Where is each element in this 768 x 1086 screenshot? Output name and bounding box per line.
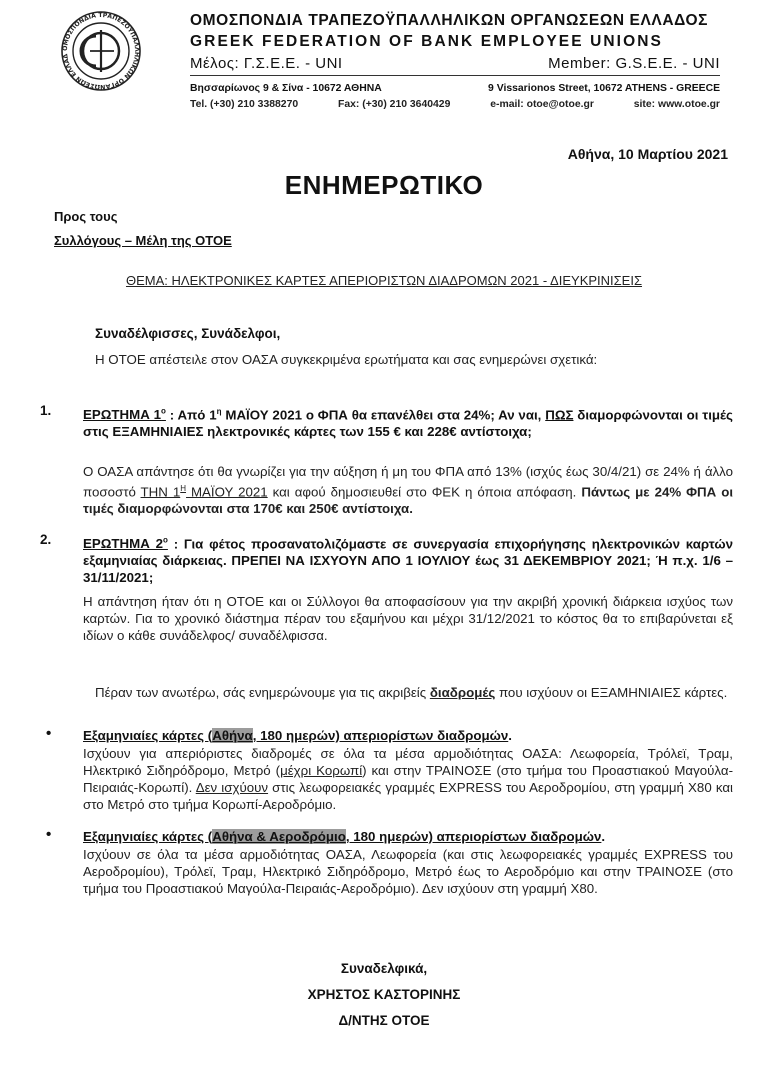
q1-question: ΕΡΩΤΗΜΑ $1^o$ : Από $1^\eta$ ΜΑΪΟΥ 2021 ο ΦΠΑ θα επανέλθει στα 24%; Αν ναι, ΠΩΣ διαμορφώνονται οι τιμές στις ΕΞΑΜΗΝΙΑΙΕΣ ηλεκτρονικές κάρτες των 155 € και 228€ αντίστοιχα; bbox=[83, 407, 733, 440]
membership-row bbox=[190, 55, 720, 72]
contact-row bbox=[190, 99, 720, 110]
document-date: Αθήνα, 10 Μαρτίου 2021 bbox=[567, 146, 728, 162]
subject-line: ΘΕΜΑ: ΗΛΕΚΤΡΟΝΙΚΕΣ ΚΑΡΤΕΣ ΑΠΕΡΙΟΡΙΣΤΩΝ ΔΙΑΔΡΟΜΩΝ 2021 - ΔΙΕΥΚΡΙΝΙΣΕΙΣ bbox=[125, 273, 643, 288]
greeting: Συναδέλφισσες, Συνάδελφοι, bbox=[95, 326, 281, 341]
org-name-english: GREEK FEDERATION OF BANK EMPLOYEE UNIONS bbox=[190, 33, 663, 50]
bullet-1-heading: Εξαμηνιαίες κάρτες (Αθήνα, 180 ημερών) απεριορίστων διαδρομών. bbox=[83, 728, 512, 743]
federation-logo bbox=[34, 10, 168, 92]
signatory-role: Δ/ΝΤΗΣ ΟΤΟΕ bbox=[338, 1013, 430, 1028]
email: e-mail: otoe@otoe.gr bbox=[490, 99, 594, 110]
address-greek: Βησσαρίωνος 9 & Σίνα - 10672 ΑΘΗΝΑ bbox=[190, 83, 382, 94]
fax: Fax: (+30) 210 3640429 bbox=[338, 99, 451, 110]
q1-answer: Ο ΟΑΣΑ απάντησε ότι θα γνωρίζει για την αύξηση ή μη του ΦΠΑ από 13% (ισχύς έως 30/4/21) σε 24% ή άλλο ποσοστό ΤΗΝ $1^H$ ΜΑΪΟΥ 2021 και αφού δημοσιευθεί στο ΦΕΚ η όποια απόφαση. Πάντως με 24% ΦΠΑ οι τιμές διαμορφώνονται στα 170€ και 250€ αντίστοιχα. bbox=[83, 464, 734, 517]
bullet-2-marker: • bbox=[46, 826, 52, 843]
closing: Συναδελφικά, bbox=[340, 961, 428, 976]
routes-intro: Πέραν των ανωτέρω, σάς ενημερώνουμε για τις ακριβείς διαδρομές που ισχύουν οι ΕΞΑΜΗΝΙΑΙΕΣ κάρτες. bbox=[95, 685, 728, 700]
recipients: Συλλόγους – Μέλη της ΟΤΟΕ bbox=[54, 233, 232, 248]
address-english: 9 Vissarionos Street, 10672 ATHENS - GREECE bbox=[488, 83, 720, 94]
address-row bbox=[190, 83, 720, 94]
bullet-1-body: Ισχύουν για απεριόριστες διαδρομές σε όλα τα μέσα αρμοδιότητας ΟΑΣΑ: Λεωφορεία, Τρόλεϊ, Τραμ, Ηλεκτρικό Σιδηρόδρομο, Μετρό (μέχρι Κορωπί) και στην ΤΡΑΙΝΟΣΕ (στο τμήμα του Προαστιακού Μαγούλα-Πειραιάς-Κορωπί). Δεν ισχύουν στις λεωφορειακές γραμμές EXPRESS του Αεροδρομίου, στη γραμμή Χ80 και στο Μετρό στο τμήμα Κορωπί-Αεροδρόμιο. bbox=[83, 746, 733, 812]
bullet-2-body: Ισχύουν σε όλα τα μέσα αρμοδιότητας ΟΑΣΑ, Λεωφορεία (και στις λεωφορειακές γραμμές EXPRESS του Αεροδρομίου), Τρόλεϊ, Τραμ, Ηλεκτρικό Σιδηρόδρομο, Μετρό έως το Αεροδρόμιο και στην ΤΡΑΙΝΟΣΕ (στο τμήμα του Προαστιακού Μαγούλα-Πειραιάς-Αεροδρόμιο). Δεν ισχύουν στη γραμμή Χ80. bbox=[83, 847, 733, 896]
website: site: www.otoe.gr bbox=[633, 99, 720, 110]
q1-number: 1. bbox=[40, 403, 52, 418]
logo-ring-text: ΟΜΟΣΠΟΝΔΙΑ ΤΡΑΠΕΖΟΫΠΑΛΛΗΛΙΚΩΝ ΟΡΓΑΝΩΣΕΩΝ ΕΛΛΑΔ bbox=[61, 11, 141, 91]
q2-question: ΕΡΩΤΗΜΑ $2^o$ : Για φέτος προσανατολιζόμαστε σε συνεργασία επιχορήγησης ηλεκτρονικών καρτών εξαμηνιαίας διάρκειας. ΠΡΕΠΕΙ ΝΑ ΙΣΧΥΟΥΝ ΑΠΟ 1 ΙΟΥΛΙΟΥ έως 31 ΔΕΚΕΜΒΡΙΟΥ 2021; Ή π.χ. 1/6 – 31/11/2021; bbox=[83, 536, 733, 586]
q2-answer: Η απάντηση ήταν ότι η ΟΤΟΕ και οι Σύλλογοι θα αποφασίσουν για την ακριβή χρονική διάρκεια ισχύος των καρτών. Για το χρονικό διάστημα πέραν του εξαμήνου και μέχρι 31/12/2021 το κόστος θα το επιβαρύνεται εξ ιδίων ο κάθε συνάδελφος/ συναδέλφισσα. bbox=[83, 594, 733, 643]
member-greek: Μέλος: Γ.Σ.Ε.Ε. - UNI bbox=[190, 55, 343, 72]
q1-label: ΕΡΩΤΗΜΑ $1^o$ bbox=[83, 407, 166, 423]
q2-label: ΕΡΩΤΗΜΑ $2^o$ bbox=[83, 536, 168, 552]
document-title: ΕΝΗΜΕΡΩΤΙΚΟ bbox=[284, 170, 484, 200]
svg-text:ΟΜΟΣΠΟΝΔΙΑ ΤΡΑΠΕΖΟΫΠΑΛΛΗΛΙΚΩΝ bbox=[34, 10, 140, 90]
bullet-1-marker: • bbox=[46, 725, 52, 742]
member-english: Member: G.S.E.E. - UNI bbox=[548, 55, 720, 72]
header-divider bbox=[190, 75, 720, 76]
telephone: Tel. (+30) 210 3388270 bbox=[190, 99, 299, 110]
intro-paragraph: Η ΟΤΟΕ απέστειλε στον ΟΑΣΑ συγκεκριμένα ερωτήματα και σας ενημερώνει σχετικά: bbox=[95, 352, 598, 367]
bullet-2-heading: Εξαμηνιαίες κάρτες (Αθήνα & Αεροδρόμιο, 180 ημερών) απεριορίστων διαδρομών. bbox=[83, 829, 606, 844]
org-name-greek: ΟΜΟΣΠΟΝΔΙΑ ΤΡΑΠΕΖΟΫΠΑΛΛΗΛΙΚΩΝ ΟΡΓΑΝΩΣΕΩΝ ΕΛΛΑΔΟΣ bbox=[190, 12, 709, 29]
to-label: Προς τους bbox=[54, 209, 118, 224]
signatory-name: ΧΡΗΣΤΟΣ ΚΑΣΤΟΡΙΝΗΣ bbox=[307, 987, 461, 1002]
q2-number: 2. bbox=[40, 532, 52, 547]
